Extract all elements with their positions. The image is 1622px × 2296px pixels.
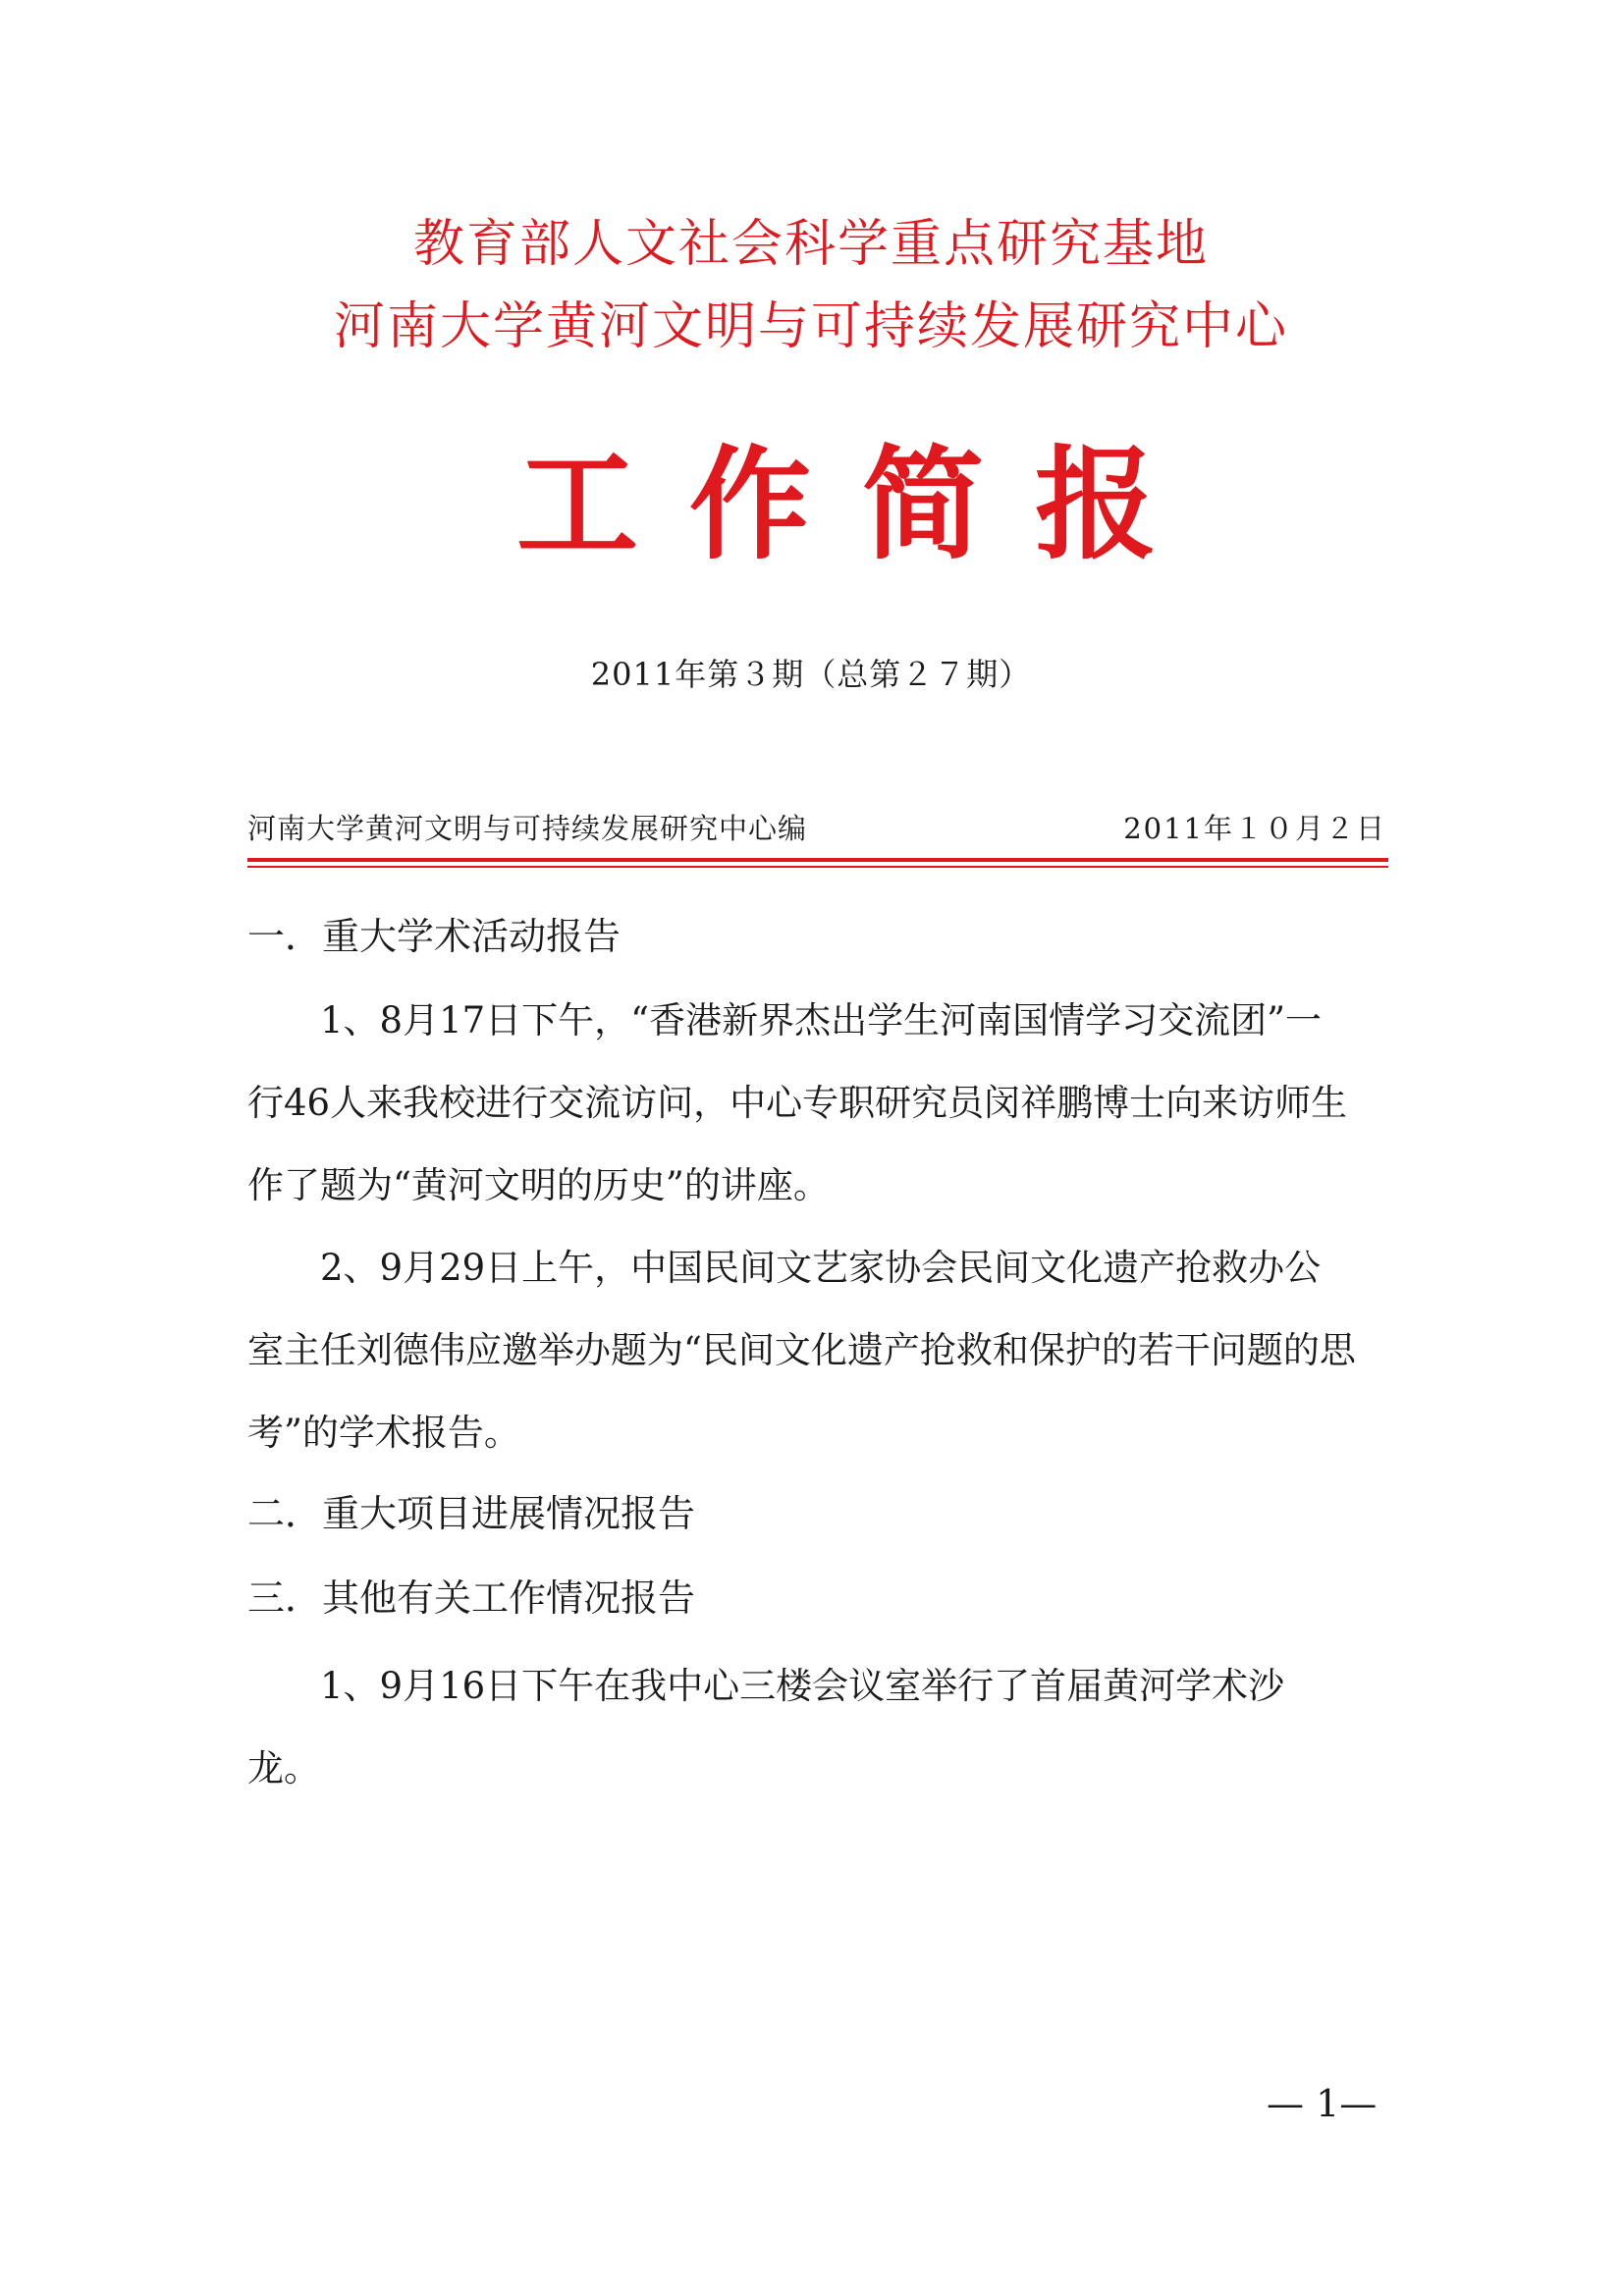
page-number: — 1— bbox=[1267, 2082, 1378, 2125]
issue-number: 2011年第３期（总第２７期） bbox=[590, 656, 1032, 693]
red-divider-thin bbox=[247, 866, 1388, 868]
publisher-row bbox=[247, 807, 1386, 850]
red-divider-thick bbox=[247, 858, 1388, 862]
section-heading-other-work: 三．其他有关工作情况报告 bbox=[247, 1576, 696, 1620]
section-heading-major-projects: 二．重大项目进展情况报告 bbox=[247, 1492, 696, 1535]
institution-header-line-1: 教育部人文社会科学重点研究基地 bbox=[412, 215, 1209, 274]
bulletin-title: 工作简报 bbox=[515, 435, 1208, 576]
section-heading-academic-activities: 一．重大学术活动报告 bbox=[247, 915, 622, 958]
paragraph-other-1: 1、9月16日下午在我中心三楼会议室举行了首届黄河学术沙龙。 bbox=[247, 1665, 1285, 1789]
publish-date: 2011年１０月２日 bbox=[1123, 812, 1386, 845]
paragraph-academic-2: 2、9月29日上午，中国民间文艺家协会民间文化遗产抢救办公室主任刘德伟应邀举办题为“民间文化遗产抢救和保护的若干问题的思考”的学术报告。 bbox=[247, 1247, 1356, 1454]
paragraph-academic-1: 1、8月17日下午，“香港新界杰出学生河南国情学习交流团”一行46人来我校进行交流访问，中心专职研究员闵祥鹏博士向来访师生作了题为“黄河文明的历史”的讲座。 bbox=[247, 999, 1348, 1206]
institution-header-line-2: 河南大学黄河文明与可持续发展研究中心 bbox=[333, 297, 1288, 356]
editor-label: 河南大学黄河文明与可持续发展研究中心编 bbox=[247, 812, 808, 845]
